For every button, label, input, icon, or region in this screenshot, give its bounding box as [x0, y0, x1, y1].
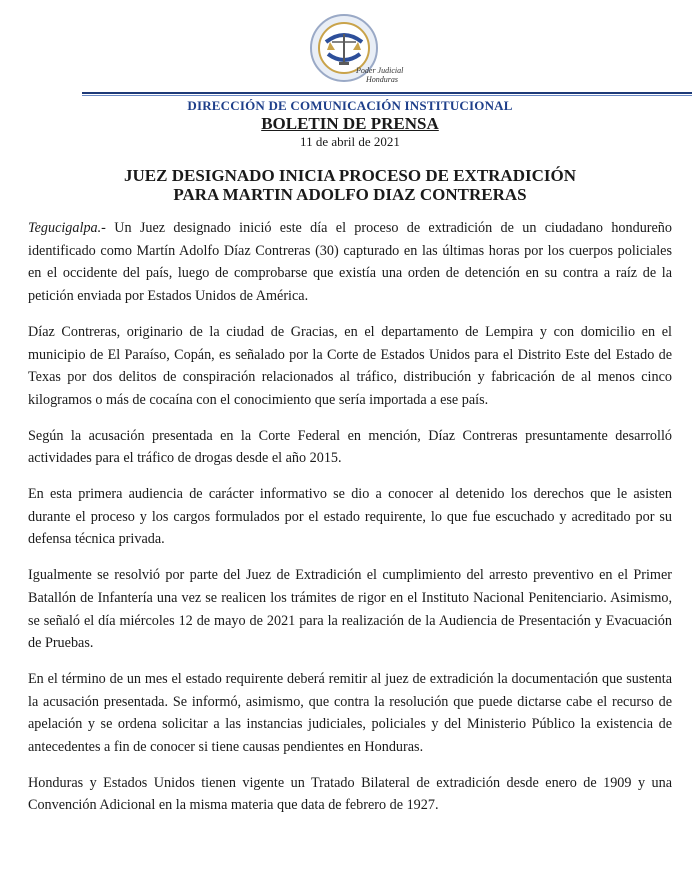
headline	[40, 166, 660, 204]
article-body	[28, 217, 672, 830]
headline-line1: JUEZ DESIGNADO INICIA PROCESO DE EXTRADICIÓN	[124, 166, 576, 185]
logo-caption-line2: Honduras	[366, 75, 399, 84]
paragraph-2: Díaz Contreras, originario de la ciudad de Gracias, en el departamento de Lempira y con domicilio en el municipio de El Paraíso, Copán, es señalado por la Corte de Estados Unidos para el Distrito Este del Estado de Texas por dos delitos de conspiración relacionados al tráfico, distribución y fabricación de al menos cinco kilogramos o más de cocaína con el conocimiento que sería importada a ese país.	[28, 323, 672, 408]
logo-caption	[356, 66, 426, 84]
department-name: DIRECCIÓN DE COMUNICACIÓN INSTITUCIONAL	[187, 98, 513, 113]
headline-line2: PARA MARTIN ADOLFO DIAZ CONTRERAS	[173, 185, 527, 204]
paragraph-1	[28, 217, 672, 308]
logo-caption-line1: Poder Judicial	[356, 66, 404, 75]
paragraph-6: En el término de un mes el estado requirente deberá remitir al juez de extradición la documentación que sustenta la acusación presentada. Se informó, asimismo, que contra la resolución que puede dictarse cabe el recurso de apelación y se ordena solicitar a las instancias judiciales, policiales y del Ministerio Público la existencia de antecedentes a fin de conocer si tiene causas pendientes en Honduras.	[28, 670, 672, 756]
paragraph-3: Según la acusación presentada en la Corte Federal en mención, Díaz Contreras presuntamente desarrolló actividades para el tráfico de drogas desde el año 2015.	[28, 427, 672, 467]
paragraph-5: Igualmente se resolvió por parte del Juez de Extradición el cumplimiento del arresto preventivo en el Primer Batallón de Infantería una vez se realicen los trámites de rigor en el Instituto Nacional Penitenciario. Asimismo, se señaló el día miércoles 12 de mayo de 2021 para la realización de la Audiencia de Presentación y Evacuación de Pruebas.	[28, 567, 672, 652]
bulletin-title: BOLETIN DE PRENSA	[261, 114, 439, 133]
dateline-city: Tegucigalpa.-	[28, 220, 106, 236]
paragraph-4: En esta primera audiencia de carácter informativo se dio a conocer al detenido los derechos que le asisten durante el proceso y los cargos formulados por el estado requirente, lo que fue escuchado y acreditado por su defensa técnica privada.	[28, 486, 672, 548]
header-divider	[82, 92, 692, 94]
release-date: 11 de abril de 2021	[300, 134, 400, 149]
paragraph-1-text: Un Juez designado inició este día el proceso de extradición de un ciudadano hondureño identificado como Martín Adolfo Díaz Contreras (30) capturado en las últimas horas por los cuerpos policiales en el occidente del país, luego de comprobarse que existía una orden de detención en su contra a raíz de la petición enviada por Estados Unidos de América.	[28, 220, 672, 305]
paragraph-7: Honduras y Estados Unidos tienen vigente un Tratado Bilateral de extradición desde enero de 1909 y una Convención Adicional en la misma materia que data de febrero de 1927.	[28, 774, 672, 814]
header-divider-thin	[82, 95, 692, 96]
